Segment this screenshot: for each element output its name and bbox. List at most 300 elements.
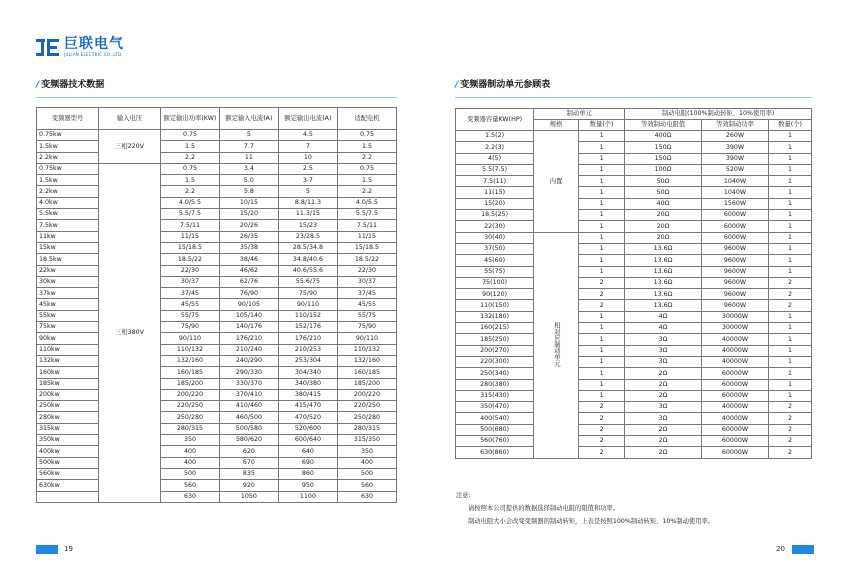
power-cell: 60000W: [701, 379, 768, 390]
input-current-cell: 210/240: [219, 344, 278, 355]
rated-power-cell: 4.0/5.5: [160, 197, 219, 208]
output-current-cell: 253/304: [278, 355, 337, 366]
rated-power-cell: 250/280: [160, 412, 219, 423]
rated-power-cell: 7.5/11: [160, 220, 219, 231]
motor-cell: 250/280: [337, 412, 396, 423]
resistance-cell: 2Ω: [625, 368, 702, 379]
capacity-cell: 280(380): [456, 379, 534, 390]
model-cell: 1.5kw: [37, 141, 99, 152]
output-current-cell: 340/380: [278, 378, 337, 389]
table-row: [456, 289, 812, 300]
table-row: [37, 412, 397, 423]
output-current-cell: 55.6/75: [278, 276, 337, 287]
model-cell: 110kw: [37, 344, 99, 355]
table-row: [456, 334, 812, 345]
model-cell: 15kw: [37, 242, 99, 253]
resistor-qty-cell: 2: [769, 402, 812, 413]
rated-power-cell: 45/55: [160, 299, 219, 310]
col-header-resistance: 等效制动电阻值: [625, 120, 702, 131]
col-header-motor: 适配电机: [337, 108, 396, 130]
power-cell: 260W: [701, 131, 768, 142]
capacity-cell: 400(540): [456, 413, 534, 424]
input-current-cell: 580/620: [219, 435, 278, 446]
table-row: [456, 300, 812, 311]
capacity-cell: 45(60): [456, 255, 534, 266]
input-current-cell: 105/140: [219, 310, 278, 321]
resistor-qty-cell: 1: [769, 390, 812, 401]
table-row: [456, 368, 812, 379]
unit-qty-cell: 1: [578, 131, 624, 142]
unit-qty-cell: 2: [578, 402, 624, 413]
resistance-cell: 3Ω: [625, 413, 702, 424]
power-cell: 30000W: [701, 323, 768, 334]
input-current-cell: 35/38: [219, 242, 278, 253]
rated-power-cell: 0.75: [160, 163, 219, 174]
power-cell: 60000W: [701, 390, 768, 401]
model-cell: 55kw: [37, 310, 99, 321]
input-current-cell: 20/26: [219, 220, 278, 231]
table-row: [37, 423, 397, 434]
power-cell: 6000W: [701, 210, 768, 221]
rated-power-cell: 30/37: [160, 276, 219, 287]
resistor-qty-cell: 1: [769, 334, 812, 345]
motor-cell: 45/55: [337, 299, 396, 310]
output-current-cell: 11.3/15: [278, 209, 337, 220]
rated-power-cell: 18.5/22: [160, 254, 219, 265]
resistor-qty-cell: 1: [769, 232, 812, 243]
unit-qty-cell: 1: [578, 187, 624, 198]
power-cell: 9600W: [701, 300, 768, 311]
output-current-cell: 10: [278, 152, 337, 163]
power-cell: 60000W: [701, 424, 768, 435]
col-header-spec: 规格: [534, 120, 579, 131]
right-divider: [455, 97, 812, 98]
output-current-cell: 75/90: [278, 288, 337, 299]
model-cell: 45kw: [37, 299, 99, 310]
unit-qty-cell: 2: [578, 447, 624, 458]
output-current-cell: 3.7: [278, 175, 337, 186]
resistor-qty-cell: 1: [769, 164, 812, 175]
unit-qty-cell: 1: [578, 379, 624, 390]
resistance-cell: 13.6Ω: [625, 243, 702, 254]
table-row: [37, 152, 397, 163]
motor-cell: 7.5/11: [337, 220, 396, 231]
resistance-cell: 13.6Ω: [625, 300, 702, 311]
model-cell: 22kw: [37, 265, 99, 276]
table-row: [456, 164, 812, 175]
table-row: [37, 242, 397, 253]
spec-cell: 内置: [534, 131, 579, 233]
unit-qty-cell: 1: [578, 232, 624, 243]
motor-cell: 200/220: [337, 389, 396, 400]
table-row: [37, 209, 397, 220]
resistance-cell: 2Ω: [625, 436, 702, 447]
resistor-qty-cell: 1: [769, 255, 812, 266]
table-row: [456, 131, 812, 142]
title-slash-icon: /: [455, 80, 459, 90]
resistance-cell: 20Ω: [625, 232, 702, 243]
motor-cell: 1.5: [337, 141, 396, 152]
capacity-cell: 5.5(7.5): [456, 164, 534, 175]
capacity-cell: 11(15): [456, 187, 534, 198]
resistor-qty-cell: 1: [769, 142, 812, 153]
motor-cell: 560: [337, 480, 396, 491]
model-cell: 18.5kw: [37, 254, 99, 265]
power-cell: 390W: [701, 153, 768, 164]
rated-power-cell: 160/185: [160, 367, 219, 378]
input-current-cell: 76/90: [219, 288, 278, 299]
model-cell: 350kw: [37, 435, 99, 446]
motor-cell: 110/132: [337, 344, 396, 355]
page-number-right: 20: [776, 545, 785, 553]
output-current-cell: 152/176: [278, 322, 337, 333]
unit-qty-cell: 1: [578, 243, 624, 254]
rated-power-cell: 1.5: [160, 141, 219, 152]
resistor-qty-cell: 1: [769, 368, 812, 379]
resistor-qty-cell: 2: [769, 300, 812, 311]
resistance-cell: 2Ω: [625, 379, 702, 390]
resistance-cell: 100Ω: [625, 164, 702, 175]
input-current-cell: 26/35: [219, 231, 278, 242]
model-cell: 37kw: [37, 288, 99, 299]
col-header-rated-power: 额定输出功率(KW): [160, 108, 219, 130]
table-row: [37, 276, 397, 287]
motor-cell: 30/37: [337, 276, 396, 287]
output-current-cell: 415/470: [278, 401, 337, 412]
table-row: [37, 163, 397, 174]
resistor-qty-cell: 2: [769, 277, 812, 288]
model-cell: 11kw: [37, 231, 99, 242]
spec-text: 相对应制动单元: [552, 321, 560, 366]
power-cell: 6000W: [701, 221, 768, 232]
resistor-qty-cell: 1: [769, 187, 812, 198]
table-row: [37, 322, 397, 333]
output-current-cell: 2.5: [278, 163, 337, 174]
table-row: [37, 254, 397, 265]
unit-qty-cell: 2: [578, 436, 624, 447]
table-row: [37, 480, 397, 491]
table-row: [37, 389, 397, 400]
output-current-cell: 7: [278, 141, 337, 152]
capacity-cell: 500(680): [456, 424, 534, 435]
resistor-qty-cell: 1: [769, 266, 812, 277]
model-cell: 400kw: [37, 446, 99, 457]
motor-cell: 220/250: [337, 401, 396, 412]
model-cell: 630kw: [37, 480, 99, 491]
table-row: [456, 255, 812, 266]
input-current-cell: 7.7: [219, 141, 278, 152]
power-cell: 9600W: [701, 289, 768, 300]
unit-qty-cell: 1: [578, 356, 624, 367]
table-row: [37, 344, 397, 355]
rated-power-cell: 75/90: [160, 322, 219, 333]
capacity-cell: 18.5(25): [456, 210, 534, 221]
rated-power-cell: 560: [160, 480, 219, 491]
resistor-qty-cell: 1: [769, 153, 812, 164]
capacity-cell: 75(100): [456, 277, 534, 288]
capacity-cell: 30(40): [456, 232, 534, 243]
power-cell: 390W: [701, 142, 768, 153]
capacity-cell: 15(20): [456, 198, 534, 209]
motor-cell: 90/110: [337, 333, 396, 344]
input-current-cell: 500/580: [219, 423, 278, 434]
title-slash-icon: /: [36, 80, 40, 90]
page-number-left: 19: [64, 545, 73, 553]
unit-qty-cell: 1: [578, 368, 624, 379]
capacity-cell: 350(470): [456, 402, 534, 413]
model-cell: 200kw: [37, 389, 99, 400]
motor-cell: 185/200: [337, 378, 396, 389]
output-current-cell: 23/28.5: [278, 231, 337, 242]
resistance-cell: 50Ω: [625, 187, 702, 198]
unit-qty-cell: 2: [578, 289, 624, 300]
power-cell: 1040W: [701, 187, 768, 198]
unit-qty-cell: 2: [578, 424, 624, 435]
motor-cell: 37/45: [337, 288, 396, 299]
rated-power-cell: 630: [160, 491, 219, 502]
motor-cell: 18.5/22: [337, 254, 396, 265]
capacity-cell: 630(860): [456, 447, 534, 458]
col-header-voltage: 输入电压: [99, 108, 161, 130]
table-row: [456, 187, 812, 198]
input-current-cell: 410/460: [219, 401, 278, 412]
resistance-cell: 13.6Ω: [625, 277, 702, 288]
page-bar-left: [36, 545, 58, 554]
unit-qty-cell: 1: [578, 221, 624, 232]
output-current-cell: 860: [278, 468, 337, 479]
power-cell: 40000W: [701, 345, 768, 356]
power-cell: 40000W: [701, 413, 768, 424]
brand-logo-icon: [36, 38, 60, 57]
motor-cell: 500: [337, 468, 396, 479]
input-current-cell: 835: [219, 468, 278, 479]
resistance-cell: 40Ω: [625, 198, 702, 209]
voltage-cell: 三相380V: [99, 163, 161, 502]
left-section-title: / 变频器技术数据: [36, 80, 105, 90]
model-cell: 500kw: [37, 457, 99, 468]
page-bar-right: [792, 545, 814, 554]
power-cell: 1560W: [701, 198, 768, 209]
motor-cell: 5.5/7.5: [337, 209, 396, 220]
model-cell: 132kw: [37, 355, 99, 366]
output-current-cell: 4.5: [278, 130, 337, 141]
motor-cell: 0.75: [337, 163, 396, 174]
rated-power-cell: 0.75: [160, 130, 219, 141]
table-row: [456, 436, 812, 447]
resistance-cell: 150Ω: [625, 153, 702, 164]
capacity-cell: 4(5): [456, 153, 534, 164]
note-line-2: 制动电阻大小会改变变频器的制动转矩，上表是按照100%制动转矩、10%制动使用率。: [468, 518, 715, 525]
motor-cell: 1.5: [337, 175, 396, 186]
capacity-cell: 560(760): [456, 436, 534, 447]
brand-name-en: JULIAN ELECTRIC CO.,LTD.: [64, 52, 124, 57]
unit-qty-cell: 1: [578, 198, 624, 209]
model-cell: 2.2kw: [37, 186, 99, 197]
input-current-cell: 11: [219, 152, 278, 163]
unit-qty-cell: 1: [578, 311, 624, 322]
output-current-cell: 34.8/40.6: [278, 254, 337, 265]
resistance-cell: 13.6Ω: [625, 289, 702, 300]
table-row: [456, 402, 812, 413]
output-current-cell: 1100: [278, 491, 337, 502]
resistance-cell: 20Ω: [625, 210, 702, 221]
table-row: [456, 176, 812, 187]
unit-qty-cell: 1: [578, 266, 624, 277]
power-cell: 30000W: [701, 311, 768, 322]
table-row: [37, 310, 397, 321]
unit-qty-cell: 1: [578, 164, 624, 175]
motor-cell: 55/75: [337, 310, 396, 321]
col-header-input-current: 额定输入电流(A): [219, 108, 278, 130]
rated-power-cell: 15/18.5: [160, 242, 219, 253]
input-current-cell: 5.0: [219, 175, 278, 186]
table-row: [456, 221, 812, 232]
input-current-cell: 290/330: [219, 367, 278, 378]
resistance-cell: 400Ω: [625, 131, 702, 142]
output-current-cell: 28.5/34.8: [278, 242, 337, 253]
resistance-cell: 4Ω: [625, 311, 702, 322]
table-row: [37, 186, 397, 197]
note-line-1: 请按照本公司提供的数据选择制动电阻的阻值和功率。: [468, 505, 620, 512]
col-header-model: 变频器型号: [37, 108, 99, 130]
rated-power-cell: 400: [160, 446, 219, 457]
table-row: [456, 232, 812, 243]
model-cell: 0.75kw: [37, 163, 99, 174]
resistance-cell: 3Ω: [625, 345, 702, 356]
output-current-cell: 8.8/11.3: [278, 197, 337, 208]
resistance-cell: 3Ω: [625, 334, 702, 345]
table-row: [37, 435, 397, 446]
model-cell: 7.5kw: [37, 220, 99, 231]
table-row: [456, 390, 812, 401]
rated-power-cell: 200/220: [160, 389, 219, 400]
rated-power-cell: 110/132: [160, 344, 219, 355]
model-cell: 280kw: [37, 412, 99, 423]
model-cell: 1.5kw: [37, 175, 99, 186]
power-cell: 9600W: [701, 277, 768, 288]
unit-qty-cell: 1: [578, 390, 624, 401]
inverter-spec-table: [36, 107, 397, 503]
table-row: [37, 491, 397, 502]
input-current-cell: 1050: [219, 491, 278, 502]
output-current-cell: 40.6/55.6: [278, 265, 337, 276]
table-row: [456, 277, 812, 288]
table-row: [37, 367, 397, 378]
table-row: [37, 288, 397, 299]
voltage-cell: 三相220V: [99, 130, 161, 164]
power-cell: 520W: [701, 164, 768, 175]
input-current-cell: 620: [219, 446, 278, 457]
motor-cell: 2.2: [337, 186, 396, 197]
col-header-power: 等效制动功率: [701, 120, 768, 131]
table-row: [37, 130, 397, 141]
input-current-cell: 176/210: [219, 333, 278, 344]
input-current-cell: 15/20: [219, 209, 278, 220]
table-row: [37, 401, 397, 412]
capacity-cell: 110(150): [456, 300, 534, 311]
model-cell: 90kw: [37, 333, 99, 344]
resistor-qty-cell: 1: [769, 323, 812, 334]
model-cell: 250kw: [37, 401, 99, 412]
output-current-cell: 5: [278, 186, 337, 197]
table-row: [37, 378, 397, 389]
power-cell: 60000W: [701, 368, 768, 379]
power-cell: 40000W: [701, 402, 768, 413]
resistor-qty-cell: 1: [769, 221, 812, 232]
input-current-cell: 330/370: [219, 378, 278, 389]
rated-power-cell: 280/315: [160, 423, 219, 434]
power-cell: 9600W: [701, 255, 768, 266]
capacity-cell: 200(270): [456, 345, 534, 356]
resistance-cell: 13.6Ω: [625, 266, 702, 277]
resistance-cell: 4Ω: [625, 323, 702, 334]
model-cell: 185kw: [37, 378, 99, 389]
capacity-cell: 160(215): [456, 323, 534, 334]
rated-power-cell: 185/200: [160, 378, 219, 389]
table-row: [37, 141, 397, 152]
model-cell: 160kw: [37, 367, 99, 378]
model-cell: 75kw: [37, 322, 99, 333]
power-cell: 6000W: [701, 232, 768, 243]
model-cell: [37, 491, 99, 502]
output-current-cell: 15/23: [278, 220, 337, 231]
notes-title: 注意:: [456, 492, 471, 499]
col-header-braking-resistor: 制动电阻(100%制动转矩、10%使用率): [625, 109, 812, 120]
capacity-cell: 55(75): [456, 266, 534, 277]
output-current-cell: 950: [278, 480, 337, 491]
capacity-cell: 185(250): [456, 334, 534, 345]
capacity-cell: 37(50): [456, 243, 534, 254]
motor-cell: 2.2: [337, 152, 396, 163]
resistance-cell: 50Ω: [625, 176, 702, 187]
table-row: [456, 266, 812, 277]
resistor-qty-cell: 1: [769, 131, 812, 142]
model-cell: 4.0kw: [37, 197, 99, 208]
rated-power-cell: 11/15: [160, 231, 219, 242]
table-row: [456, 356, 812, 367]
resistance-cell: 2Ω: [625, 424, 702, 435]
power-cell: 1040W: [701, 176, 768, 187]
model-cell: 0.75kw: [37, 130, 99, 141]
table-row: [37, 299, 397, 310]
table-row: [37, 197, 397, 208]
company-logo: [36, 37, 124, 57]
output-current-cell: 380/415: [278, 389, 337, 400]
table-row: [37, 220, 397, 231]
table-row: [37, 457, 397, 468]
resistance-cell: 150Ω: [625, 142, 702, 153]
unit-qty-cell: 1: [578, 210, 624, 221]
resistor-qty-cell: 2: [769, 289, 812, 300]
col-header-braking-unit: 制动单元: [534, 109, 625, 120]
input-current-cell: 670: [219, 457, 278, 468]
motor-cell: 75/90: [337, 322, 396, 333]
unit-qty-cell: 2: [578, 300, 624, 311]
table-row: [37, 355, 397, 366]
power-cell: 9600W: [701, 266, 768, 277]
capacity-cell: 1.5(2): [456, 131, 534, 142]
capacity-cell: 90(120): [456, 289, 534, 300]
table-row: [456, 311, 812, 322]
motor-cell: 11/15: [337, 231, 396, 242]
table-row: [37, 446, 397, 457]
output-current-cell: 210/253: [278, 344, 337, 355]
model-cell: 560kw: [37, 468, 99, 479]
motor-cell: 350: [337, 446, 396, 457]
resistance-cell: 2Ω: [625, 447, 702, 458]
unit-qty-cell: 1: [578, 345, 624, 356]
table-row: [37, 175, 397, 186]
